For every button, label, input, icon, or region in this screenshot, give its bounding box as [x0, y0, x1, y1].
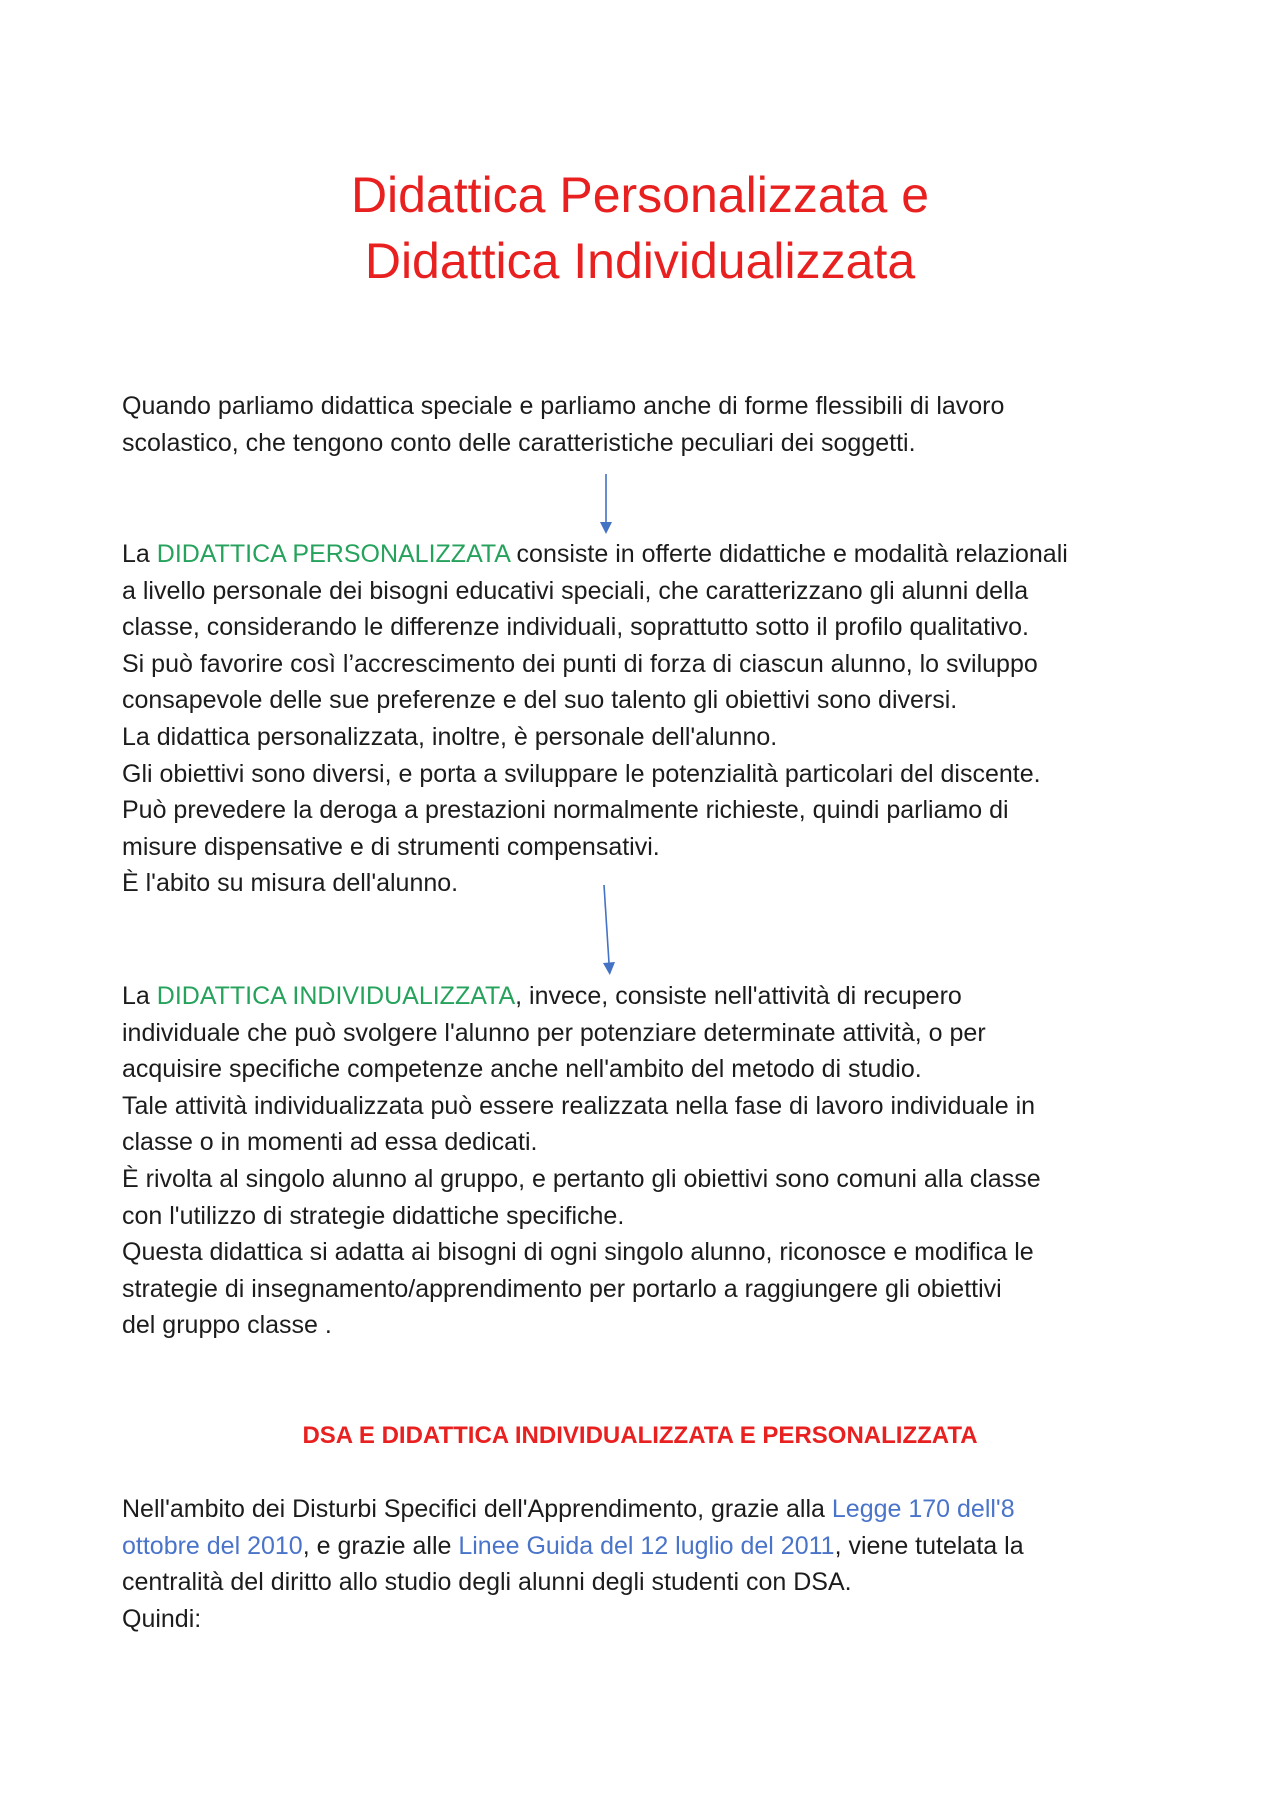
personalizzata-line: È l'abito su misura dell'alunno.: [122, 869, 459, 898]
personalizzata-line: La didattica personalizzata, inoltre, è personale dell'alunno.: [122, 722, 778, 751]
dsa-line-3: centralità del diritto allo studio degli alunni degli studenti con DSA.: [122, 1568, 852, 1597]
document-title: [0, 162, 1280, 294]
dsa-line2-end: , viene tutelata la: [834, 1531, 1024, 1560]
individualizzata-line: strategie di insegnamento/apprendimento per portarlo a raggiungere gli obiettivi: [122, 1274, 1002, 1303]
individualizzata-line: classe o in momenti ad essa dedicati.: [122, 1128, 538, 1157]
down-arrow-icon: [598, 474, 614, 536]
dsa-paragraph: [122, 1491, 1182, 1637]
title-line-2: Didattica Individualizzata: [364, 233, 916, 289]
personalizzata-highlight: DIDATTICA PERSONALIZZATA: [156, 540, 510, 568]
guidelines-reference-link[interactable]: Linee Guida del 12 luglio del 2011: [458, 1531, 835, 1560]
down-arrow-icon: [598, 885, 618, 977]
individualizzata-line: Questa didattica si adatta ai bisogni di ogni singolo alunno, riconosce e modifica le: [122, 1238, 1034, 1267]
personalizzata-line: a livello personale dei bisogni educativi speciali, che caratterizzano gli alunni della: [122, 576, 1029, 605]
dsa-line-1: [122, 1491, 1182, 1528]
personalizzata-line: Può prevedere la deroga a prestazioni normalmente richieste, quindi parliamo di: [122, 796, 1009, 825]
law-reference-link-continued[interactable]: ottobre del 2010: [122, 1531, 303, 1560]
individualizzata-line: del gruppo classe .: [122, 1311, 332, 1340]
personalizzata-paragraph: [122, 536, 1182, 902]
individualizzata-highlight: DIDATTICA INDIVIDUALIZZATA: [156, 982, 516, 1010]
dsa-line-4: Quindi:: [122, 1604, 202, 1633]
personalizzata-line: classe, considerando le differenze individuali, soprattutto sotto il profilo qualitativo.: [122, 613, 1030, 642]
law-reference-link[interactable]: Legge 170 dell'8: [831, 1495, 1015, 1523]
personalizzata-line: misure dispensative e di strumenti compensativi.: [122, 832, 660, 861]
individualizzata-line: È rivolta al singolo alunno al gruppo, e pertanto gli obiettivi sono comuni alla classe: [122, 1164, 1041, 1193]
individualizzata-line: Tale attività individualizzata può essere realizzata nella fase di lavoro individuale in: [122, 1091, 1036, 1120]
personalizzata-line-1: [122, 536, 1182, 573]
intro-line-1: Quando parliamo didattica speciale e parliamo anche di forme flessibili di lavoro: [122, 392, 1005, 420]
individualizzata-line-1: [122, 978, 1182, 1015]
intro-paragraph: [122, 388, 1182, 461]
dsa-line-2: [122, 1528, 1182, 1565]
personalizzata-line: Gli obiettivi sono diversi, e porta a sviluppare le potenzialità particolari del discente.: [122, 759, 1041, 788]
individualizzata-line: acquisire specifiche competenze anche nell'ambito del metodo di studio.: [122, 1055, 922, 1084]
title-line-1: Didattica Personalizzata e: [350, 167, 930, 223]
personalizzata-line: consapevole delle sue preferenze e del suo talento gli obiettivi sono diversi.: [122, 686, 958, 715]
personalizzata-line1-rest: consiste in offerte didattiche e modalità relazionali: [509, 540, 1068, 568]
intro-line-2: scolastico, che tengono conto delle caratteristiche peculiari dei soggetti.: [122, 428, 916, 457]
individualizzata-line: individuale che può svolgere l'alunno per potenziare determinate attività, o per: [122, 1018, 986, 1047]
personalizzata-line: Si può favorire così l’accrescimento dei punti di forza di ciascun alunno, lo sviluppo: [122, 649, 1038, 678]
individualizzata-line: con l'utilizzo di strategie didattiche specifiche.: [122, 1201, 625, 1230]
personalizzata-prefix: La: [122, 540, 157, 568]
dsa-heading: DSA E DIDATTICA INDIVIDUALIZZATA E PERSONALIZZATA: [302, 1422, 978, 1449]
individualizzata-prefix: La: [122, 982, 157, 1010]
dsa-line2-mid: , e grazie alle: [302, 1531, 459, 1560]
individualizzata-line1-rest: , invece, consiste nell'attività di recupero: [515, 982, 962, 1010]
individualizzata-paragraph: [122, 978, 1182, 1344]
dsa-line1-text: Nell'ambito dei Disturbi Specifici dell'Apprendimento, grazie alla: [122, 1495, 832, 1523]
